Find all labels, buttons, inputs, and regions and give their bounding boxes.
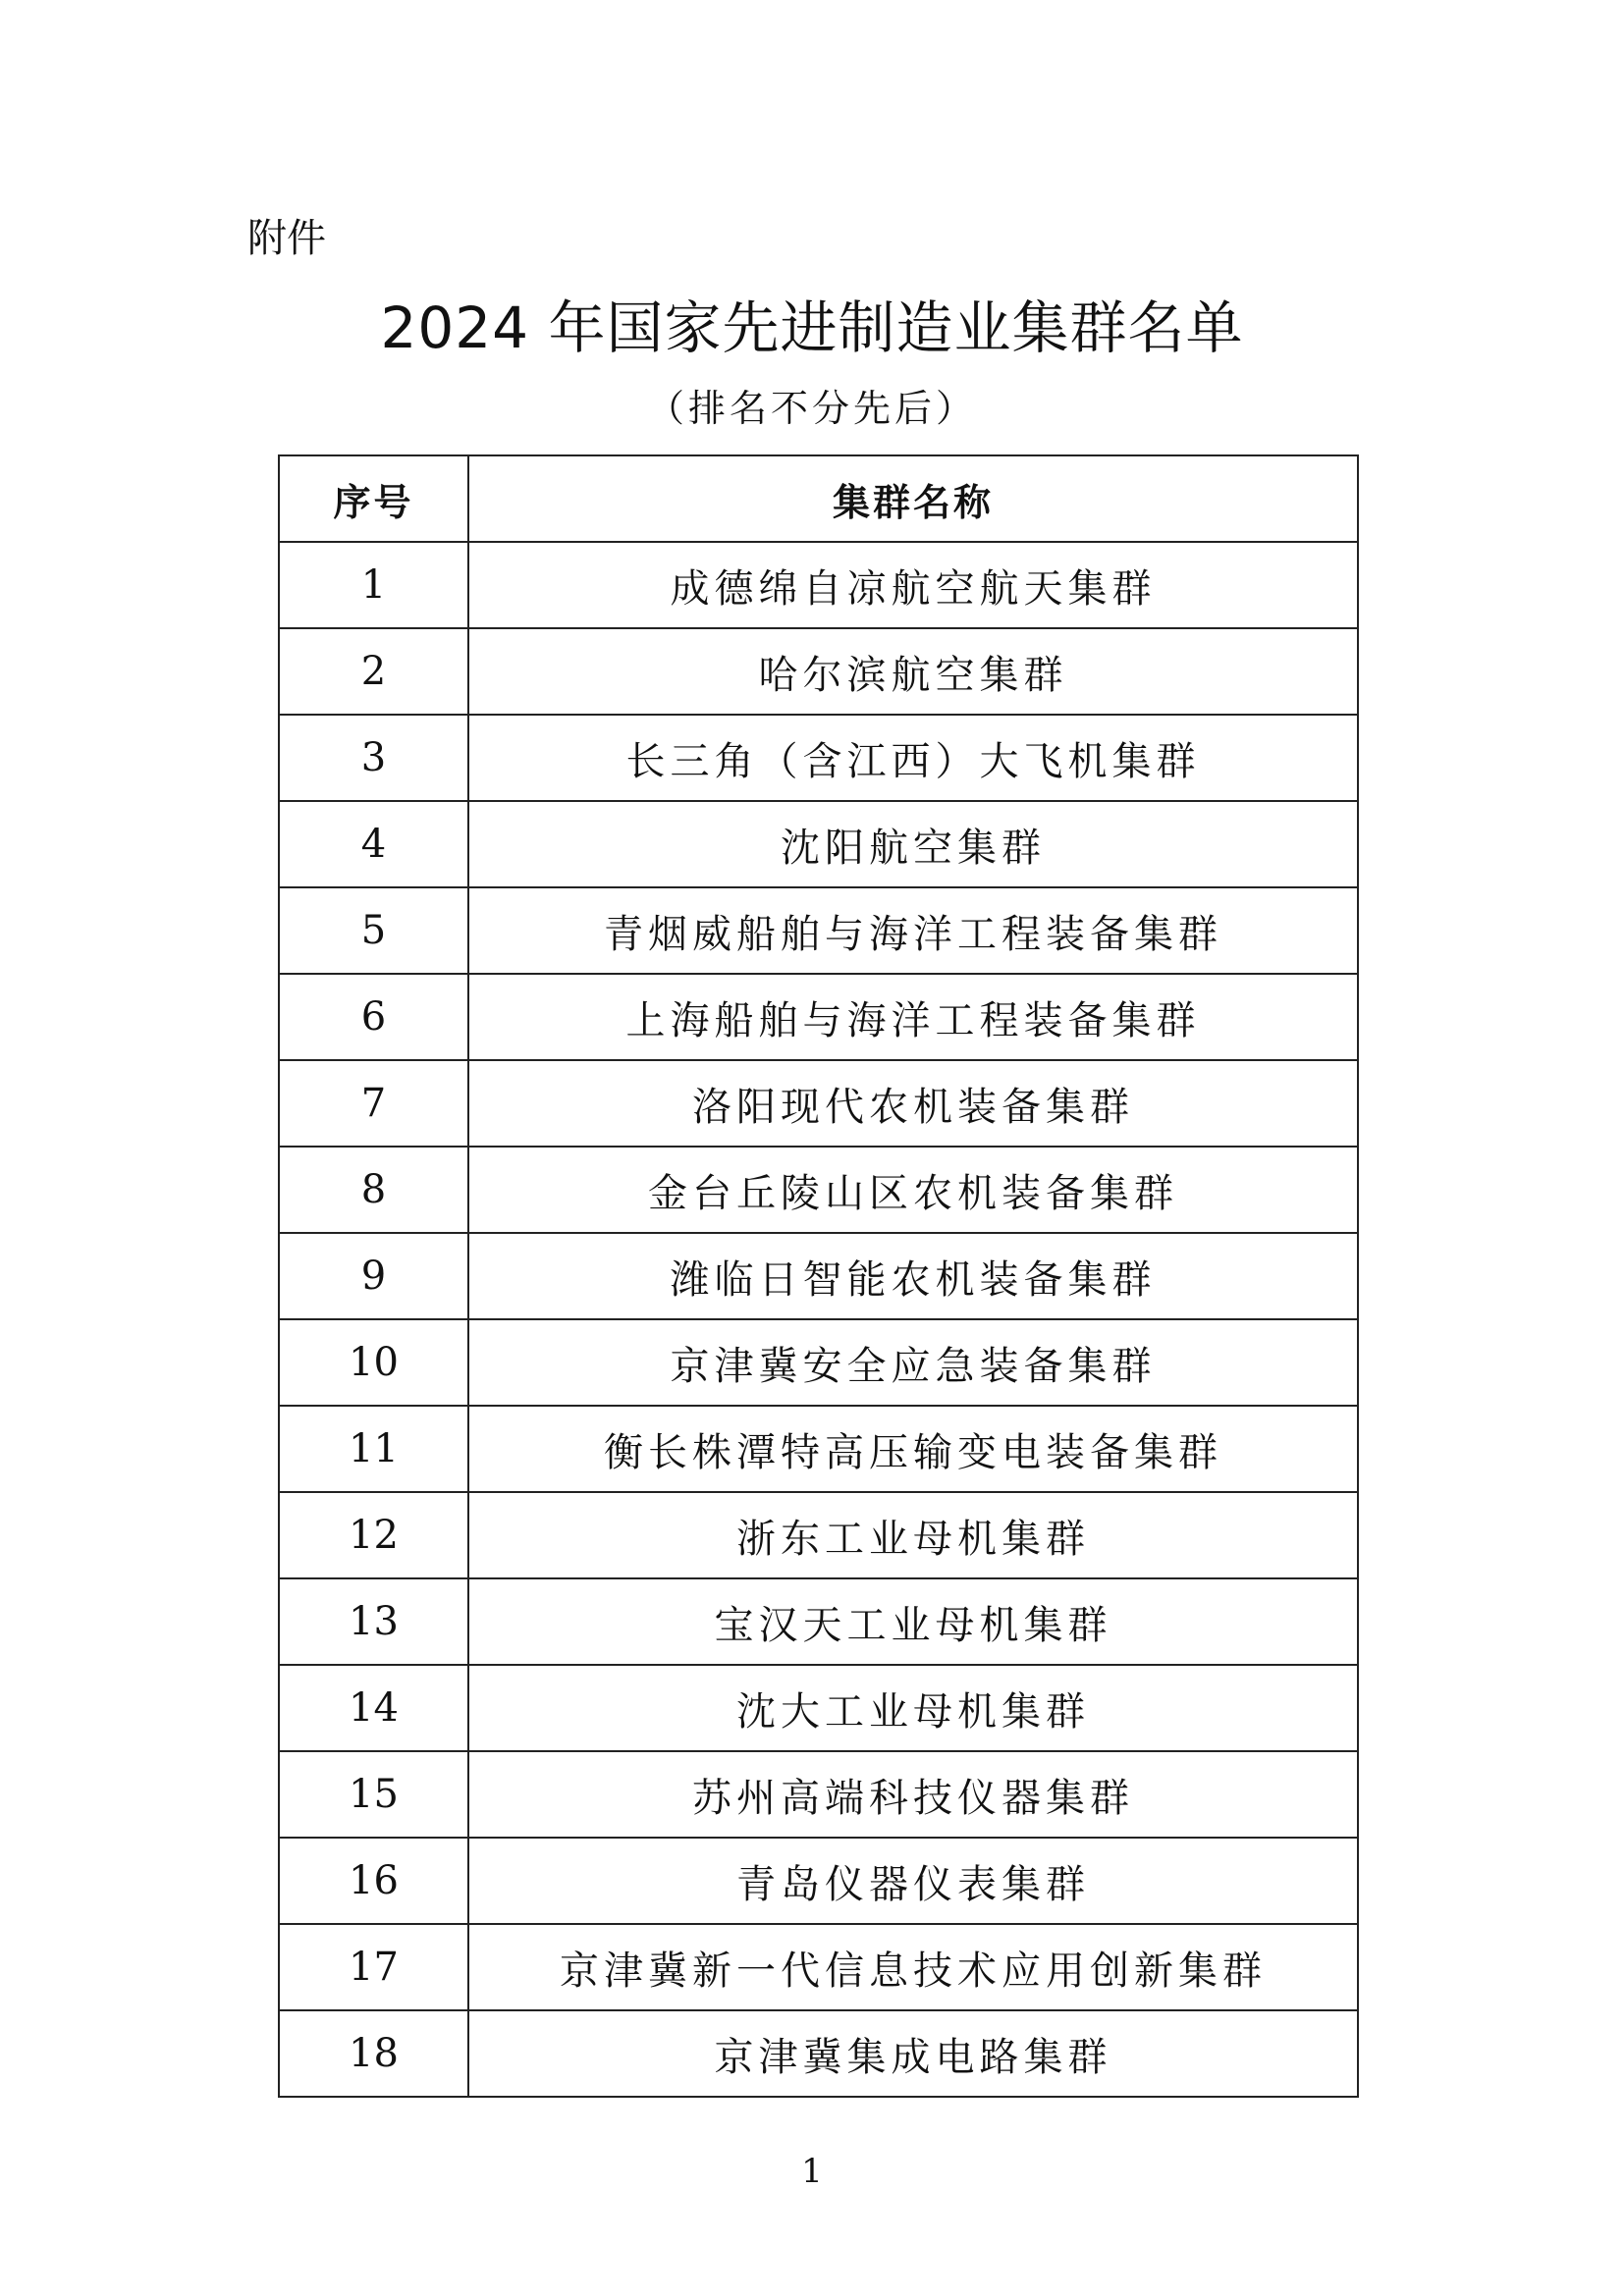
table-row <box>279 1578 1358 1665</box>
column-header-index: 序号 <box>279 455 468 542</box>
page-subtitle: （排名不分先后） <box>646 387 977 430</box>
row-cluster-name: 长三角（含江西）大飞机集群 <box>468 715 1358 801</box>
row-index: 3 <box>279 715 468 801</box>
row-index: 18 <box>279 2010 468 2097</box>
row-index: 9 <box>279 1233 468 1319</box>
row-cluster-name: 衡长株潭特高压输变电装备集群 <box>468 1406 1358 1492</box>
table-row <box>279 974 1358 1060</box>
table-row <box>279 715 1358 801</box>
page-title: 2024 年国家先进制造业集群名单 <box>380 294 1244 361</box>
row-cluster-name: 潍临日智能农机装备集群 <box>468 1233 1358 1319</box>
cluster-list-table <box>278 454 1359 2098</box>
table-row <box>279 1060 1358 1147</box>
row-cluster-name: 青烟威船舶与海洋工程装备集群 <box>468 887 1358 974</box>
row-cluster-name: 青岛仪器仪表集群 <box>468 1838 1358 1924</box>
table-row <box>279 1924 1358 2010</box>
row-index: 1 <box>279 542 468 628</box>
table-row <box>279 1665 1358 1751</box>
attachment-label: 附件 <box>247 216 326 261</box>
row-index: 2 <box>279 628 468 715</box>
page-number: 1 <box>801 2152 823 2191</box>
row-index: 6 <box>279 974 468 1060</box>
table-row <box>279 542 1358 628</box>
table-row <box>279 1492 1358 1578</box>
row-cluster-name: 上海船舶与海洋工程装备集群 <box>468 974 1358 1060</box>
row-index: 13 <box>279 1578 468 1665</box>
row-index: 4 <box>279 801 468 887</box>
row-cluster-name: 京津冀新一代信息技术应用创新集群 <box>468 1924 1358 2010</box>
row-index: 5 <box>279 887 468 974</box>
row-index: 12 <box>279 1492 468 1578</box>
row-cluster-name: 苏州高端科技仪器集群 <box>468 1751 1358 1838</box>
row-index: 17 <box>279 1924 468 2010</box>
row-index: 14 <box>279 1665 468 1751</box>
table-row <box>279 1751 1358 1838</box>
row-cluster-name: 京津冀集成电路集群 <box>468 2010 1358 2097</box>
table-row <box>279 628 1358 715</box>
row-index: 15 <box>279 1751 468 1838</box>
row-cluster-name: 浙东工业母机集群 <box>468 1492 1358 1578</box>
column-header-cluster-name: 集群名称 <box>468 455 1358 542</box>
table-row <box>279 1147 1358 1233</box>
row-index: 16 <box>279 1838 468 1924</box>
row-index: 7 <box>279 1060 468 1147</box>
table-row <box>279 887 1358 974</box>
row-index: 10 <box>279 1319 468 1406</box>
table-row <box>279 1319 1358 1406</box>
row-cluster-name: 金台丘陵山区农机装备集群 <box>468 1147 1358 1233</box>
row-cluster-name: 京津冀安全应急装备集群 <box>468 1319 1358 1406</box>
table-row <box>279 1233 1358 1319</box>
table-row <box>279 801 1358 887</box>
row-cluster-name: 哈尔滨航空集群 <box>468 628 1358 715</box>
table-row <box>279 2010 1358 2097</box>
table-header-row <box>279 455 1358 542</box>
row-cluster-name: 成德绵自凉航空航天集群 <box>468 542 1358 628</box>
row-cluster-name: 宝汉天工业母机集群 <box>468 1578 1358 1665</box>
row-index: 8 <box>279 1147 468 1233</box>
table-row <box>279 1406 1358 1492</box>
row-cluster-name: 洛阳现代农机装备集群 <box>468 1060 1358 1147</box>
row-cluster-name: 沈大工业母机集群 <box>468 1665 1358 1751</box>
row-index: 11 <box>279 1406 468 1492</box>
table-row <box>279 1838 1358 1924</box>
row-cluster-name: 沈阳航空集群 <box>468 801 1358 887</box>
